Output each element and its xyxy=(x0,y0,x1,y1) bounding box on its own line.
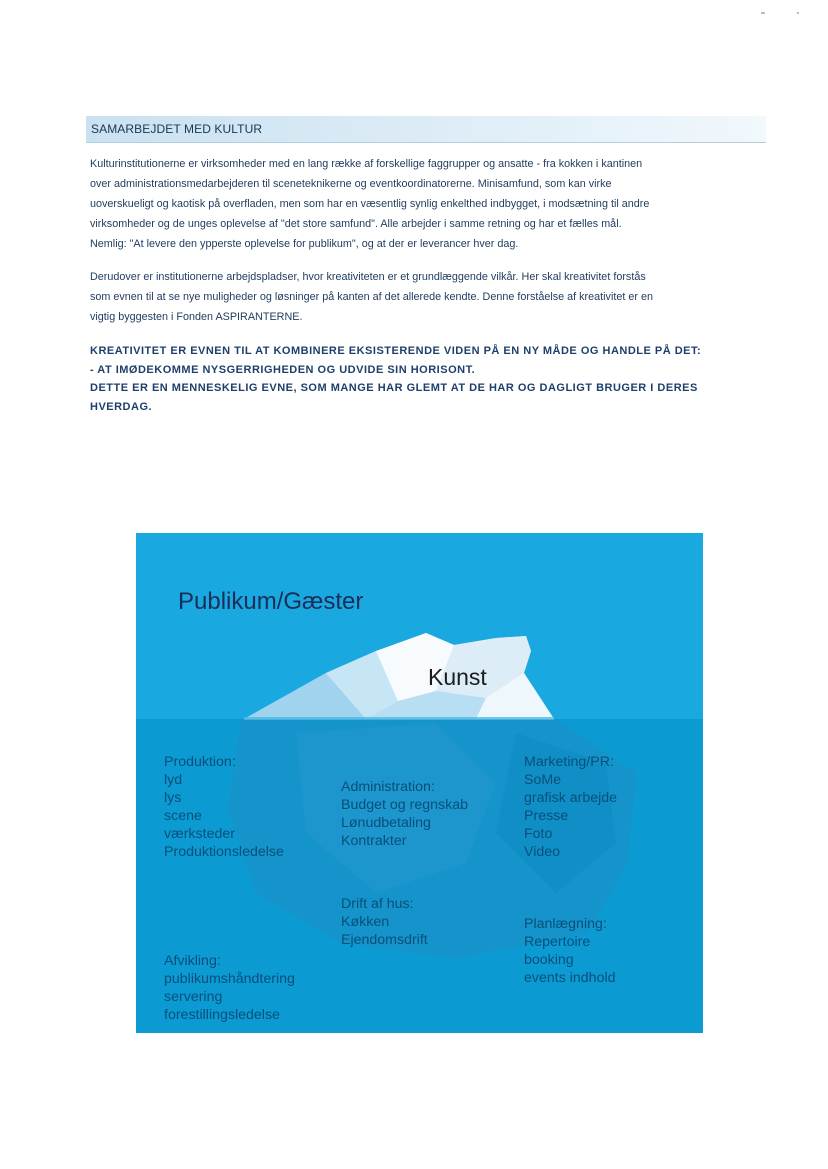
group-administration xyxy=(341,778,468,850)
paragraph-line: vigtig byggesten i Fonden ASPIRANTERNE. xyxy=(90,311,303,323)
group-item: grafisk arbejde xyxy=(524,790,618,806)
group-item: Video xyxy=(524,844,561,860)
group-heading: Planlægning: xyxy=(524,916,607,932)
group-item: lys xyxy=(164,790,182,806)
emphasis-line: HVERDAG. xyxy=(90,400,153,413)
emphasis-line: KREATIVITET ER EVNEN TIL AT KOMBINERE EKSISTERENDE VIDEN PÅ EN NY MÅDE OG HANDLE PÅ DET: xyxy=(90,345,702,357)
group-item: events indhold xyxy=(524,970,616,986)
group-afvikling xyxy=(164,952,295,1024)
group-heading: Drift af hus: xyxy=(341,896,414,912)
paragraph-line: Kulturinstitutionerne er virksomheder med en lang række af forskellige faggrupper og ansatte - fra kokken i kantinen xyxy=(90,158,643,170)
paragraph-line: Nemlig: "At levere den ypperste oplevelse for publikum", og at der er leverancer hver dag. xyxy=(90,238,519,250)
group-item: Kontrakter xyxy=(341,833,407,849)
paragraph-line: uoverskueligt og kaotisk på overfladen, men som har en væsentlig synlig enkelthed indbygget, i modsætning til andre xyxy=(90,198,650,210)
group-heading: Afvikling: xyxy=(164,953,221,969)
waterline xyxy=(244,717,554,720)
group-item: booking xyxy=(524,952,574,968)
group-item: SoMe xyxy=(524,772,562,788)
group-marketing xyxy=(524,753,617,861)
group-item: Budget og regnskab xyxy=(341,797,468,813)
group-item: lyd xyxy=(164,772,183,788)
iceberg-tip-label: Kunst xyxy=(428,664,487,690)
paragraph-kulturinstitutioner xyxy=(90,154,770,254)
group-item: Produktionsledelse xyxy=(164,844,284,860)
group-heading: Produktion: xyxy=(164,754,236,770)
iceberg-top-label: Publikum/Gæster xyxy=(178,588,364,615)
group-heading: Marketing/PR: xyxy=(524,754,614,770)
group-item: Foto xyxy=(524,826,553,842)
iceberg-figure xyxy=(136,533,703,1033)
emphasis-line: - AT IMØDEKOMME NYSGERRIGHEDEN OG UDVIDE SIN HORISONT. xyxy=(90,363,476,376)
group-heading: Administration: xyxy=(341,779,435,795)
paragraph-line: over administrationsmedarbejderen til sceneteknikerne og eventkoordinatorerne. Minisamfund, som kan virke xyxy=(90,178,612,190)
group-item: servering xyxy=(164,989,223,1005)
paragraph-line: virksomheder og de unges oplevelse af "det store samfund". Alle arbejder i samme retning og har et fælles mål. xyxy=(90,218,622,230)
emphasis-line: DETTE ER EN MENNESKELIG EVNE, SOM MANGE HAR GLEMT AT DE HAR OG DAGLIGT BRUGER I DERES xyxy=(90,382,698,394)
group-item: Ejendomsdrift xyxy=(341,932,428,948)
group-item: Repertoire xyxy=(524,934,591,950)
group-item: Presse xyxy=(524,808,569,824)
group-item: værksteder xyxy=(164,826,235,842)
scan-mark-left xyxy=(761,12,765,14)
scan-mark-right xyxy=(797,12,799,14)
group-item: scene xyxy=(164,808,202,824)
section-header xyxy=(86,116,766,143)
group-item: Lønudbetaling xyxy=(341,815,431,831)
group-drift xyxy=(341,895,428,949)
section-title: SAMARBEJDET MED KULTUR xyxy=(91,122,263,136)
group-item: forestillingsledelse xyxy=(164,1007,280,1023)
group-planlaegning xyxy=(524,915,616,987)
group-item: publikumshåndtering xyxy=(164,971,295,987)
group-item: Køkken xyxy=(341,914,390,930)
paragraph-kreativitet xyxy=(90,267,770,327)
paragraph-line: Derudover er institutionerne arbejdspladser, hvor kreativiteten er et grundlæggende vilkår. Her skal kreativitet forstås xyxy=(90,271,646,283)
paragraph-line: som evnen til at se nye muligheder og løsninger på kanten af det allerede kendte. Denne forståelse af kreativitet er en xyxy=(90,291,653,303)
emphasis-statement xyxy=(90,342,701,416)
group-produktion xyxy=(164,753,284,861)
